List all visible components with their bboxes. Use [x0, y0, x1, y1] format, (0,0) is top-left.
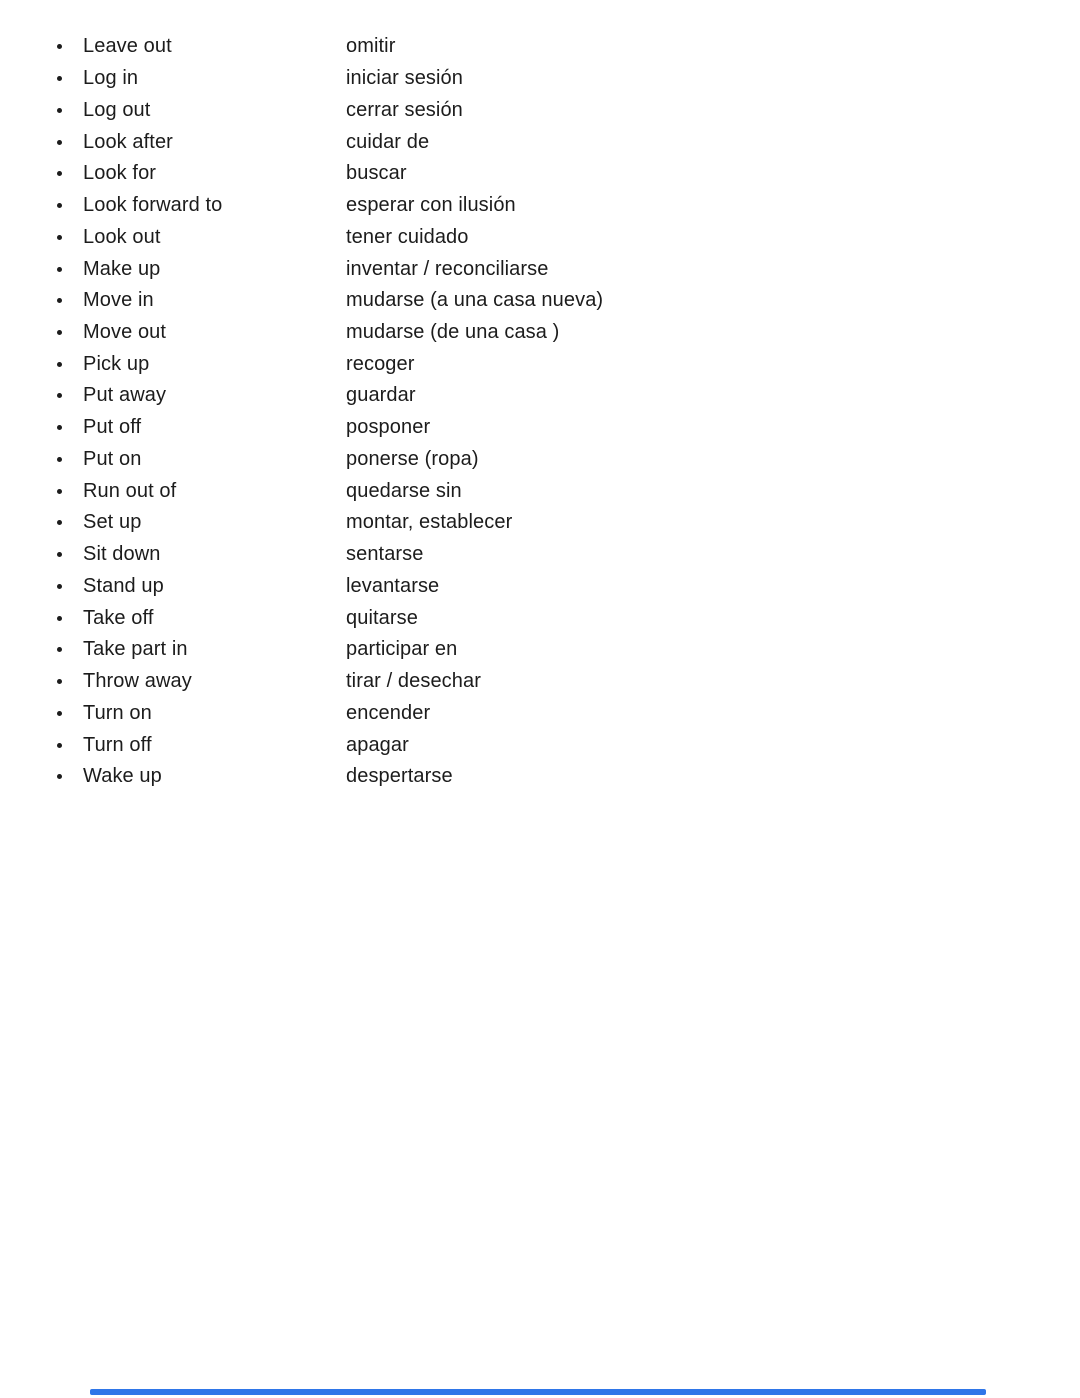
phrasal-verb-en: Log out — [83, 98, 151, 121]
phrasal-verb-en: Turn on — [83, 701, 152, 724]
list-item — [0, 380, 1080, 412]
translation-es: cerrar sesión — [346, 98, 463, 121]
phrasal-verb-en: Move in — [83, 289, 154, 312]
bullet-icon — [57, 679, 62, 684]
translation-es: quitarse — [346, 606, 418, 629]
translation-es: esperar con ilusión — [346, 194, 516, 217]
translation-es: tener cuidado — [346, 225, 469, 248]
list-item — [0, 317, 1080, 349]
bullet-icon — [57, 743, 62, 748]
phrasal-verb-en: Turn off — [83, 733, 152, 756]
phrasal-verb-en: Sit down — [83, 543, 161, 566]
list-item — [0, 190, 1080, 222]
bullet-icon — [57, 267, 62, 272]
translation-es: iniciar sesión — [346, 67, 464, 90]
list-item — [0, 761, 1080, 793]
translation-es: despertarse — [346, 765, 453, 788]
list-item — [0, 31, 1080, 63]
phrasal-verb-en: Look for — [83, 162, 157, 185]
list-item — [0, 158, 1080, 190]
list-item — [0, 126, 1080, 158]
phrasal-verb-en: Pick up — [83, 352, 150, 375]
bullet-icon — [57, 108, 62, 113]
list-item — [0, 475, 1080, 507]
phrasal-verb-en: Put off — [83, 416, 142, 439]
bullet-icon — [57, 425, 62, 430]
phrasal-verb-en: Move out — [83, 320, 167, 343]
list-item — [0, 94, 1080, 126]
translation-es: encender — [346, 701, 431, 724]
phrasal-verb-en: Look after — [83, 130, 173, 153]
phrasal-verb-en: Take part in — [83, 638, 188, 661]
bullet-icon — [57, 616, 62, 621]
translation-es: ponerse (ropa) — [346, 447, 479, 470]
bullet-icon — [57, 76, 62, 81]
translation-es: buscar — [346, 162, 407, 185]
phrasal-verb-en: Stand up — [83, 574, 164, 597]
list-item — [0, 507, 1080, 539]
translation-es: posponer — [346, 416, 431, 439]
translation-es: sentarse — [346, 543, 424, 566]
list-item — [0, 412, 1080, 444]
translation-es: recoger — [346, 352, 415, 375]
bullet-icon — [57, 584, 62, 589]
phrasal-verb-en: Put on — [83, 447, 142, 470]
list-item — [0, 348, 1080, 380]
bullet-icon — [57, 552, 62, 557]
list-item — [0, 602, 1080, 634]
bullet-icon — [57, 171, 62, 176]
bullet-icon — [57, 140, 62, 145]
bullet-icon — [57, 520, 62, 525]
phrasal-verb-en: Log in — [83, 67, 139, 90]
bullet-icon — [57, 647, 62, 652]
list-item — [0, 63, 1080, 95]
bullet-icon — [57, 203, 62, 208]
phrasal-verb-en: Put away — [83, 384, 167, 407]
phrasal-verb-en: Run out of — [83, 479, 177, 502]
translation-es: cuidar de — [346, 130, 430, 153]
translation-es: participar en — [346, 638, 458, 661]
translation-es: mudarse (a una casa nueva) — [346, 289, 604, 312]
phrasal-verb-en: Take off — [83, 606, 154, 629]
phrasal-verb-en: Look forward to — [83, 194, 223, 217]
list-item — [0, 634, 1080, 666]
translation-es: omitir — [346, 35, 396, 58]
list-item — [0, 539, 1080, 571]
phrasal-verb-en: Wake up — [83, 765, 162, 788]
translation-es: inventar / reconciliarse — [346, 257, 549, 280]
list-item — [0, 697, 1080, 729]
bullet-icon — [57, 235, 62, 240]
bullet-icon — [57, 362, 62, 367]
translation-es: guardar — [346, 384, 416, 407]
bottom-accent-bar — [90, 1389, 986, 1395]
phrasal-verb-en: Throw away — [83, 670, 192, 693]
bullet-icon — [57, 711, 62, 716]
bullet-icon — [57, 330, 62, 335]
bullet-icon — [57, 457, 62, 462]
translation-es: quedarse sin — [346, 479, 462, 502]
list-item — [0, 253, 1080, 285]
phrasal-verb-en: Leave out — [83, 35, 172, 58]
list-item — [0, 666, 1080, 698]
list-item — [0, 444, 1080, 476]
bullet-icon — [57, 393, 62, 398]
list-item — [0, 729, 1080, 761]
bullet-icon — [57, 298, 62, 303]
bullet-icon — [57, 44, 62, 49]
list-item — [0, 221, 1080, 253]
translation-es: montar, establecer — [346, 511, 513, 534]
list-item — [0, 285, 1080, 317]
translation-es: levantarse — [346, 574, 440, 597]
bullet-icon — [57, 489, 62, 494]
translation-es: mudarse (de una casa ) — [346, 320, 560, 343]
phrasal-verb-en: Set up — [83, 511, 142, 534]
phrasal-verb-en: Look out — [83, 225, 161, 248]
list-item — [0, 570, 1080, 602]
translation-es: apagar — [346, 733, 409, 756]
phrasal-verb-en: Make up — [83, 257, 161, 280]
bullet-icon — [57, 774, 62, 779]
translation-es: tirar / desechar — [346, 670, 481, 693]
